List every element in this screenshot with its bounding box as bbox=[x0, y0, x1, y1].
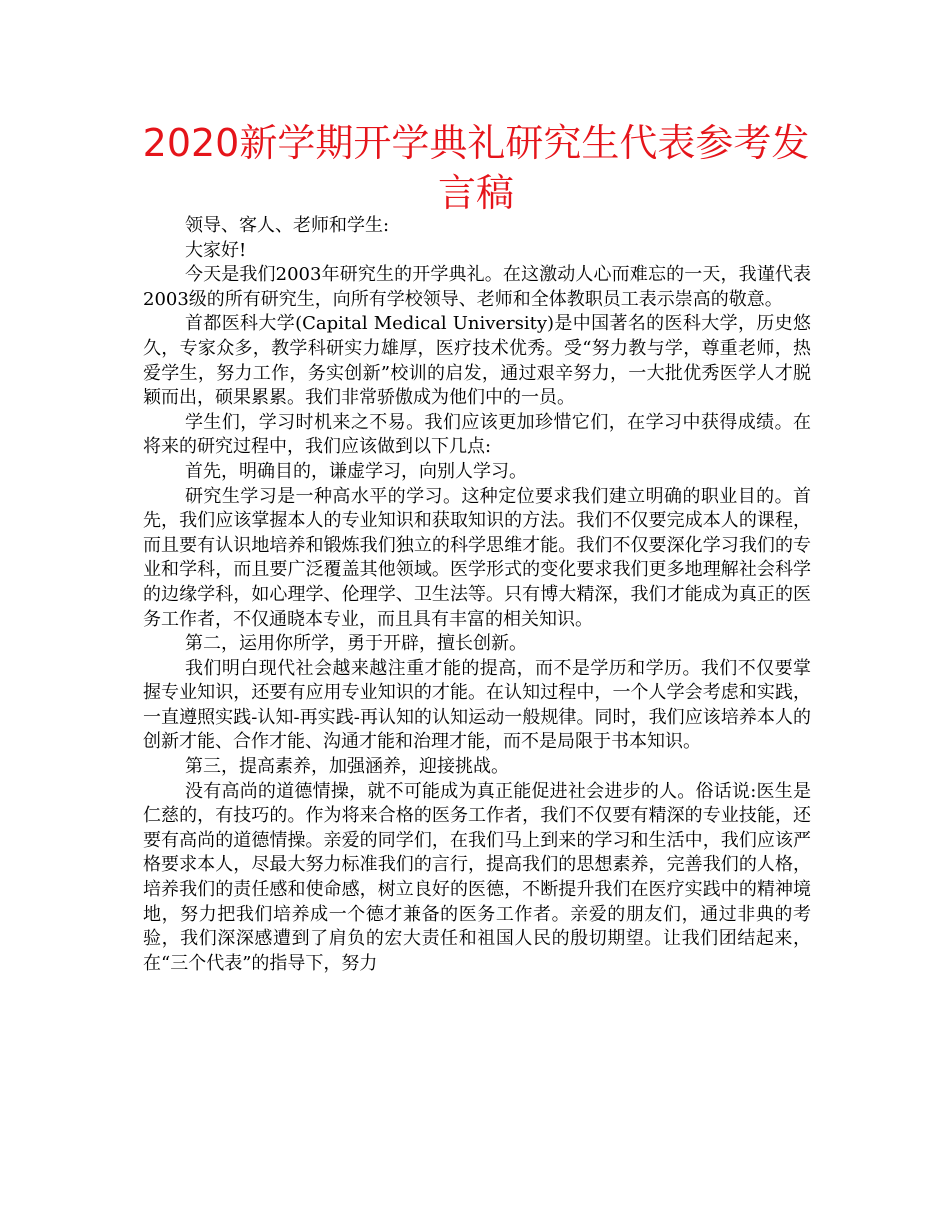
salutation: 领导、客人、老师和学生: bbox=[185, 215, 390, 236]
body-paragraph: 研究生学习是一种高水平的学习。这种定位要求我们建立明确的职业目的。首先，我们应该掌握本人的专业知识和获取知识的方法。我们不仅要完成本人的课程，而且要有认识地培养和锻炼我们独立的科学思维才能。我们不仅要深化学习我们的专业和学科，而且要广泛覆盖其他领域。医学形式的变化要求我们更多地理解社会科学的边缘学科，如心理学、伦理学、卫生法等。只有博大精深，我们才能成为真正的医务工作者，不仅通晓本专业，而且具有丰富的相关知识。 bbox=[143, 485, 811, 630]
body-paragraph: 我们明白现代社会越来越注重才能的提高，而不是学历和学历。我们不仅要掌握专业知识，还要有应用专业知识的才能。在认知过程中，一个人学会考虑和实践，一直遵照实践-认知-再实践-再认知的认知运动一般规律。同时，我们应该培养本人的创新才能、合作才能、沟通才能和治理才能，而不是局限于书本知识。 bbox=[143, 657, 811, 753]
greeting: 大家好! bbox=[185, 239, 247, 261]
body-paragraph: 没有高尚的道德情操，就不可能成为真正能促进社会进步的人。俗话说:医生是仁慈的，有技巧的。作为将来合格的医务工作者，我们不仅要有精深的专业技能，还要有高尚的道德情操。亲爱的同学们，在我们马上到来的学习和生活中，我们应该严格要求本人，尽最大努力标准我们的言行，提高我们的思想素养，完善我们的人格，培养我们的责任感和使命感，树立良好的医德，不断提升我们在医疗实践中的精神境地，努力把我们培养成一个德才兼备的医务工作者。亲爱的朋友们，通过非典的考验，我们深深感遭到了肩负的宏大责任和祖国人民的殷切期望。让我们团结起来，在“三个代表”的指导下，努力 bbox=[143, 780, 811, 974]
point-heading: 第二，运用你所学，勇于开辟，擅长创新。 bbox=[185, 633, 527, 655]
document-title: 2020新学期开学典礼研究生代表参考发言稿 bbox=[142, 121, 810, 215]
document-body bbox=[143, 214, 811, 976]
point-heading: 第三，提高素养，加强涵养，迎接挑战。 bbox=[185, 756, 509, 778]
body-paragraph: 学生们，学习时机来之不易。我们应该更加珍惜它们，在学习中获得成绩。在将来的研究过程中，我们应该做到以下几点: bbox=[143, 411, 811, 458]
body-paragraph: 今天是我们2003年研究生的开学典礼。在这激动人心而难忘的一天，我谨代表2003级的所有研究生，向所有学校领导、老师和全体教职员工表示崇高的敬意。 bbox=[143, 264, 811, 310]
body-paragraph: 首都医科大学(Capital Medical University)是中国著名的医科大学，历史悠久，专家众多，教学科研实力雄厚，医疗技术优秀。受“努力教与学，尊重老师，热爱学生，努力工作，务实创新”校训的启发，通过艰辛努力，一大批优秀医学人才脱颖而出，硕果累累。我们非常骄傲成为他们中的一员。 bbox=[143, 313, 811, 409]
point-heading: 首先，明确目的，谦虚学习，向别人学习。 bbox=[185, 460, 527, 482]
